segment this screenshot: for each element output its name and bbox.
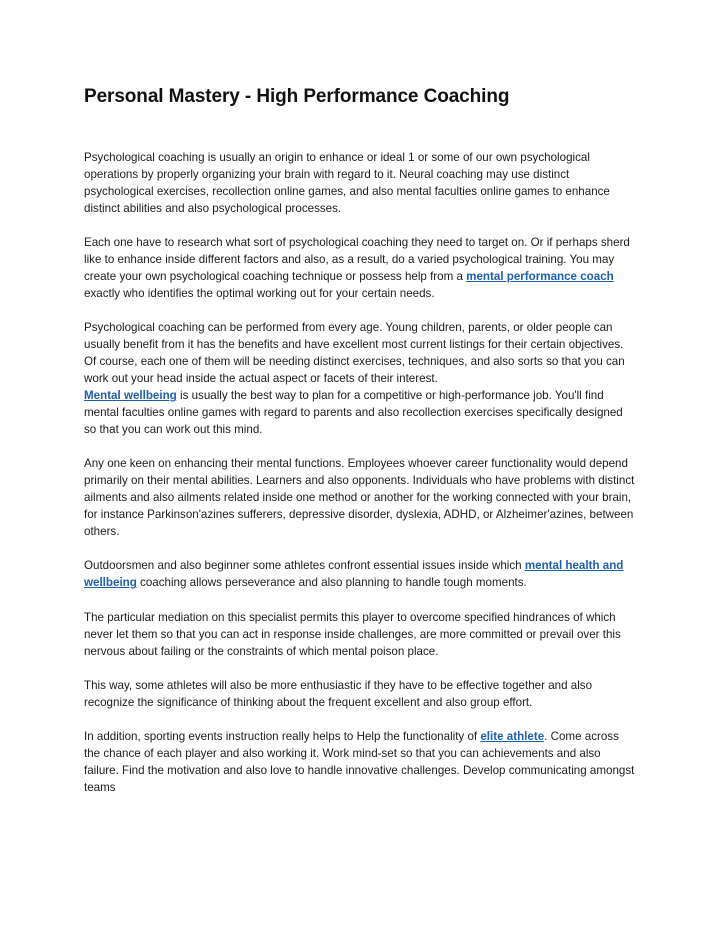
- paragraph-8-text: In addition, sporting events instruction really helps to Help the functionality of: [84, 730, 481, 743]
- paragraph-3-text-end: is usually the best way to plan for a competitive or high-performance job. You'll find mental faculties online games with regard to parents and also recollection exercises specifically designed so that you can work out this mind.: [84, 389, 623, 436]
- paragraph-3-text: Psychological coaching can be performed from every age. Young children, parents, or older people can usually benefit from it has the benefits and have excellent most current listings for their certain objectives. Of course, each one of them will be needing distinct exercises, techniques, and also sorts so that you can work out your head inside the actual aspect or facets of their interest.: [84, 321, 625, 385]
- paragraph-2-text-end: exactly who identifies the optimal working out for your certain needs.: [84, 287, 435, 300]
- elite-athlete-link[interactable]: elite athlete: [480, 730, 545, 743]
- paragraph-8: [84, 728, 636, 796]
- paragraph-2-text: Each one have to research what sort of psychological coaching they need to target on. Or if perhaps sherd like to enhance inside different factors and also, as a result, do a varied psychological training. You may create your own psychological coaching technique or possess help from a: [84, 236, 630, 283]
- paragraph-1: Psychological coaching is usually an origin to enhance or ideal 1 or some of our own psychological operations by properly organizing your brain with regard to it. Neural coaching may use distinct psychological exercises, recollection online games, and also mental faculties online games to enhance distinct abilities and also psychological processes.: [84, 151, 610, 215]
- paragraph-3: [84, 319, 636, 438]
- paragraph-8-text-end: . Come across the chance of each player and also working it. Work mind-set so that you can achievements and also failure. Find the motivation and also love to handle innovative challenges. Develop communicating amongst teams: [84, 730, 635, 794]
- paragraph-5-text-end: coaching allows perseverance and also planning to handle tough moments.: [136, 576, 527, 589]
- mental-health-and-wellbeing-link[interactable]: mental health and wellbeing: [84, 559, 624, 589]
- paragraph-5: [84, 557, 636, 591]
- paragraph-6: The particular mediation on this specialist permits this player to overcome specified hindrances of which never let them so that you can act in response inside challenges, are more committed or prevail over this nervous about failing or the constraints of which mental poison place.: [84, 611, 621, 658]
- paragraph-7: This way, some athletes will also be more enthusiastic if they have to be effective together and also recognize the significance of thinking about the frequent excellent and also group effort.: [84, 679, 593, 709]
- page-title: Personal Mastery - High Performance Coaching: [84, 86, 510, 107]
- paragraph-5-text: Outdoorsmen and also beginner some athletes confront essential issues inside which: [84, 559, 525, 572]
- paragraph-4: Any one keen on enhancing their mental functions. Employees whoever career functionality would depend primarily on their mental abilities. Learners and also opponents. Individuals who have problems with distinct ailments and also ailments related inside one method or another for the working connected with your brain, for instance Parkinson'azines sufferers, depressive disorder, dyslexia, ADHD, or Alzheimer'azines, between others.: [84, 457, 635, 538]
- mental-wellbeing-link[interactable]: Mental wellbeing: [84, 389, 177, 402]
- paragraph-2: [84, 234, 636, 302]
- mental-performance-coach-link[interactable]: mental performance coach: [466, 270, 614, 283]
